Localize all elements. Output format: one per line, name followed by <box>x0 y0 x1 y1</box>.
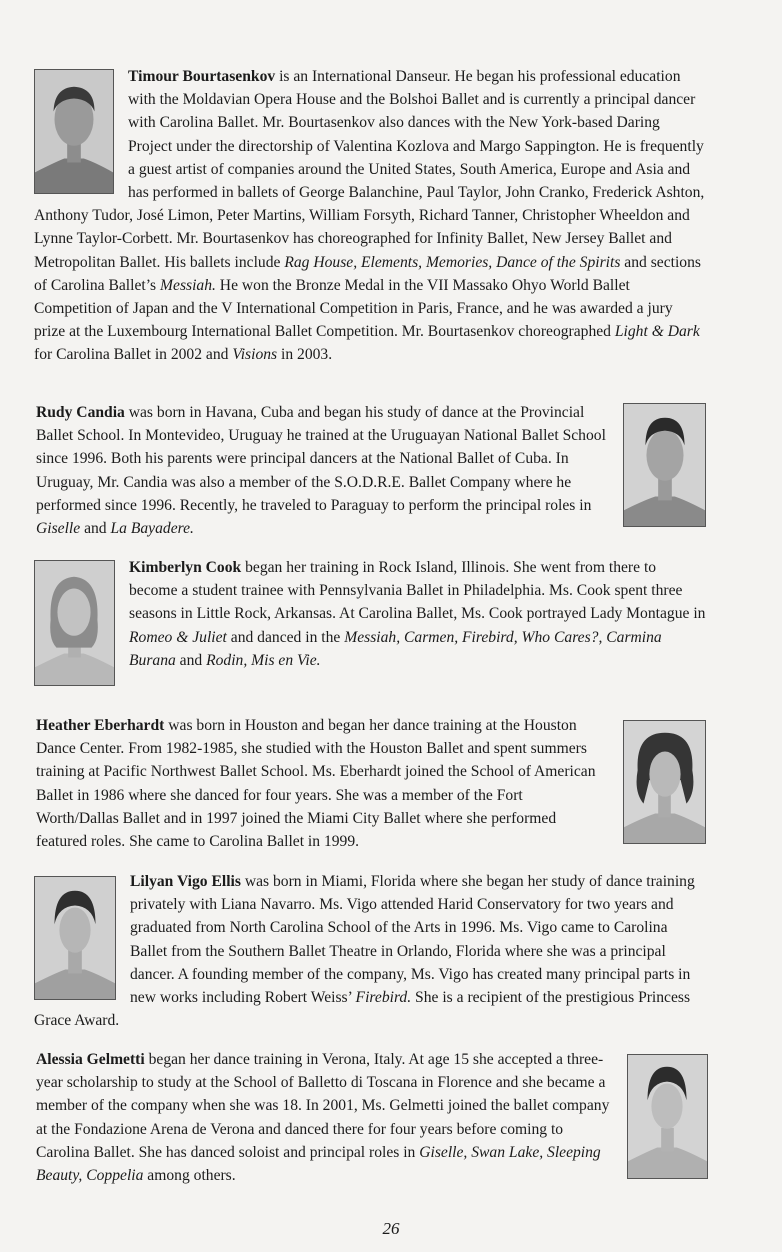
portrait-photo-lilyan-vigo-ellis <box>34 876 116 1000</box>
portrait-photo-kimberlyn-cook <box>34 560 115 686</box>
bio-text: Heather Eberhardt was born in Houston and began her dance training at the Houston Dance Center. From 1982-1985, she studied with the Houston Ballet and spent summers training at Pacific Northwest Ballet School. Ms. Eberhardt joined the School of American Ballet in 1986 where she danced for four years. She was a member of the Fort Worth/Dallas Ballet and in 1997 joined the Miami City Ballet where she performed featured roles. She came to Carolina Ballet in 1999. <box>36 717 596 851</box>
bio-timour-bourtasenkov <box>34 65 706 367</box>
portrait-photo-rudy-candia <box>623 403 706 527</box>
dancer-name: Timour Bourtasenkov <box>128 68 276 85</box>
page-number: 26 <box>382 1219 400 1238</box>
bio-text: Kimberlyn Cook began her training in Rock Island, Illinois. She went from there to become a student trainee with Pennsylvania Ballet in Philadelphia. Ms. Cook spent three seasons in Little Rock, Arkansas. At Carolina Ballet, Ms. Cook portrayed Lady Montague in Romeo & Juliet and danced in the Messiah, Carmen, Firebird, Who Cares?, Carmina Burana and Rodin, Mis en Vie. <box>129 559 706 669</box>
bio-text: Rudy Candia was born in Havana, Cuba and began his study of dance at the Provincial Ballet School. In Montevideo, Uruguay he trained at the Uruguayan National Ballet School since 1996. Both his parents were principal dancers at the National Ballet of Cuba. In Uruguay, Mr. Candia was also a member of the S.O.D.R.E. Ballet Company where he performed since 1996. Recently, he traveled to Paraguay to perform the principal roles in Giselle and La Bayadere. <box>36 404 606 538</box>
bio-kimberlyn-cook <box>34 556 706 688</box>
bio-text: Timour Bourtasenkov is an International Danseur. He began his professional education with the Moldavian Opera House and the Bolshoi Ballet and is currently a principal dancer with Carolina Ballet. Mr. Bourtasenkov also dances with the New York-based Daring Project under the directorship of Valentina Kozlova and Margo Sappington. He is frequently a guest artist of companies around the United States, South America, Europe and Asia and has performed in ballets of George Balanchine, Paul Taylor, John Cranko, Frederick Ashton, Anthony Tudor, José Limon, Peter Martins, William Forsyth, Richard Tanner, Christopher Wheeldon and Lynne Taylor-Corbett. Mr. Bourtasenkov has choreographed for Infinity Ballet, New Jersey Ballet and Metropolitan Ballet. His ballets include Rag House, Elements, Memories, Dance of the Spirits and sections of Carolina Ballet’s Messiah. He won the Bronze Medal in the VII Massako Ohyo World Ballet Competition of Japan and the V International Competition in Paris, France, and he was awarded a jury prize at the Luxembourg International Ballet Competition. Mr. Bourtasenkov choreographed Light & Dark for Carolina Ballet in 2002 and Visions in 2003. <box>34 68 705 364</box>
dancer-name: Heather Eberhardt <box>36 717 165 734</box>
portrait-photo-heather-eberhardt <box>623 720 706 844</box>
bio-heather-eberhardt <box>36 714 706 853</box>
dancer-name: Kimberlyn Cook <box>129 559 242 576</box>
bio-alessia-gelmetti <box>36 1048 708 1187</box>
portrait-photo-timour-bourtasenkov <box>34 69 114 194</box>
portrait-photo-alessia-gelmetti <box>627 1054 708 1179</box>
bio-text: Alessia Gelmetti began her dance training in Verona, Italy. At age 15 she accepted a three-year scholarship to study at the School of Balletto di Toscana in Florence and she became a member of the company when she was 18. In 2001, Ms. Gelmetti joined the ballet company at the Fondazione Arena de Verona and danced there for four years before coming to Carolina Ballet. She has danced soloist and principal roles in Giselle, Swan Lake, Sleeping Beauty, Coppelia among others. <box>36 1051 610 1185</box>
dancer-name: Alessia Gelmetti <box>36 1051 145 1068</box>
bio-text: Lilyan Vigo Ellis was born in Miami, Florida where she began her study of dance training privately with Liana Navarro. Ms. Vigo attended Harid Conservatory for two years and graduated from North Carolina School of the Arts in 1996. Ms. Vigo came to Carolina Ballet from the Southern Ballet Theatre in Orlando, Florida where she was a principal dancer. A founding member of the company, Ms. Vigo has created many principal parts in new works including Robert Weiss’ Firebird. She is a recipient of the prestigious Princess Grace Award. <box>34 873 695 1030</box>
dancer-name: Lilyan Vigo Ellis <box>130 873 241 890</box>
bio-rudy-candia <box>36 401 706 540</box>
bio-lilyan-vigo-ellis <box>34 870 706 1032</box>
dancer-name: Rudy Candia <box>36 404 125 421</box>
